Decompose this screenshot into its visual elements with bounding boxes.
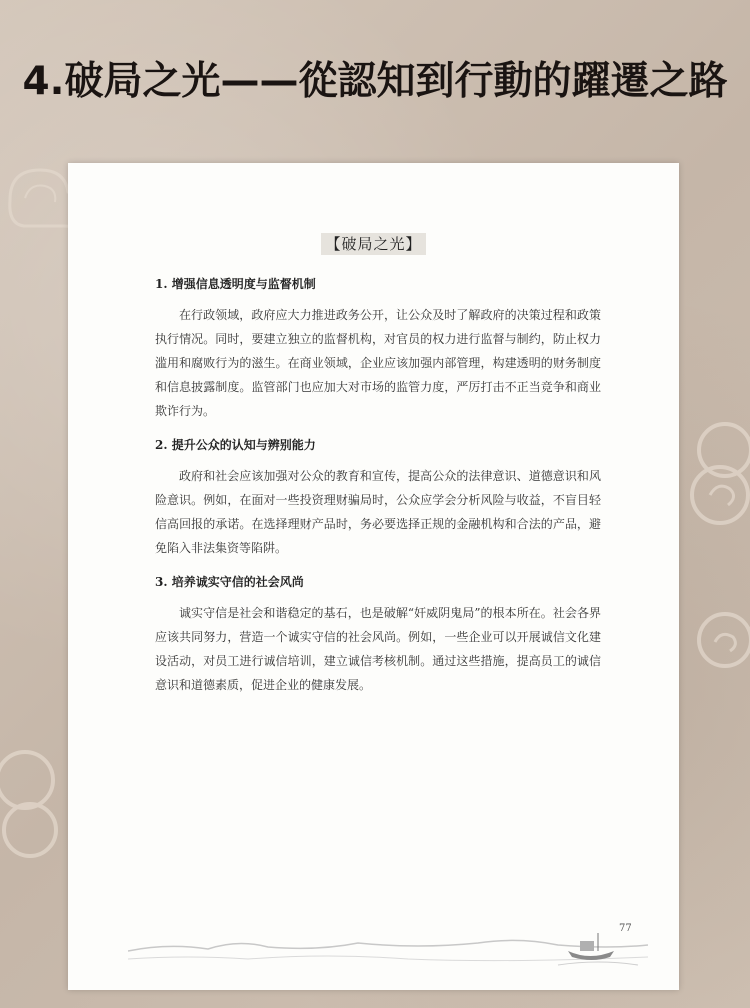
cloud-ornament-left-bottom [0,740,70,860]
cloud-ornament-right-mid [690,600,750,680]
subsection-title: 2. 提升公众的认知与辨别能力 [155,438,316,452]
book-page [68,163,679,990]
boat-landscape-illustration [128,923,648,983]
subsection-title: 1. 增强信息透明度与监督机制 [155,277,316,291]
page-content [155,275,601,710]
subsection-body: 政府和社会应该加强对公众的教育和宣传，提高公众的法律意识、道德意识和风险意识。例如，在面对一些投资理财骗局时，公众应学会分析风险与收益，不盲目轻信高回报的承诺。在选择理财产品时，务必要选择正规的金融机构和合法的产品，避免陷入非法集资等陷阱。 [155,469,601,555]
subsection-body: 诚实守信是社会和谐稳定的基石，也是破解“奸威阴鬼局”的根本所在。社会各界应该共同努力，营造一个诚实守信的社会风尚。例如，一些企业可以开展诚信文化建设活动，对员工进行诚信培训，建立诚信考核机制。通过这些措施，提高员工的诚信意识和道德素质，促进企业的健康发展。 [155,606,601,692]
page-number: 77 [619,923,632,934]
subsection-body: 在行政领域，政府应大力推进政务公开，让公众及时了解政府的决策过程和政策执行情况。同时，要建立独立的监督机构，对官员的权力进行监督与制约，防止权力滥用和腐败行为的滋生。在商业领域，企业应该加强内部管理，构建透明的财务制度和信息披露制度。监管部门也应加大对市场的监管力度，严厉打击不正当竞争和商业欺诈行为。 [155,308,601,418]
page-heading: 4.破局之光——從認知到行動的躍遷之路 [22,59,728,104]
subsection-title: 3. 培养诚实守信的社会风尚 [155,575,304,589]
section-title: 【破局之光】 [68,233,679,254]
cloud-ornament-right-top [680,420,750,530]
